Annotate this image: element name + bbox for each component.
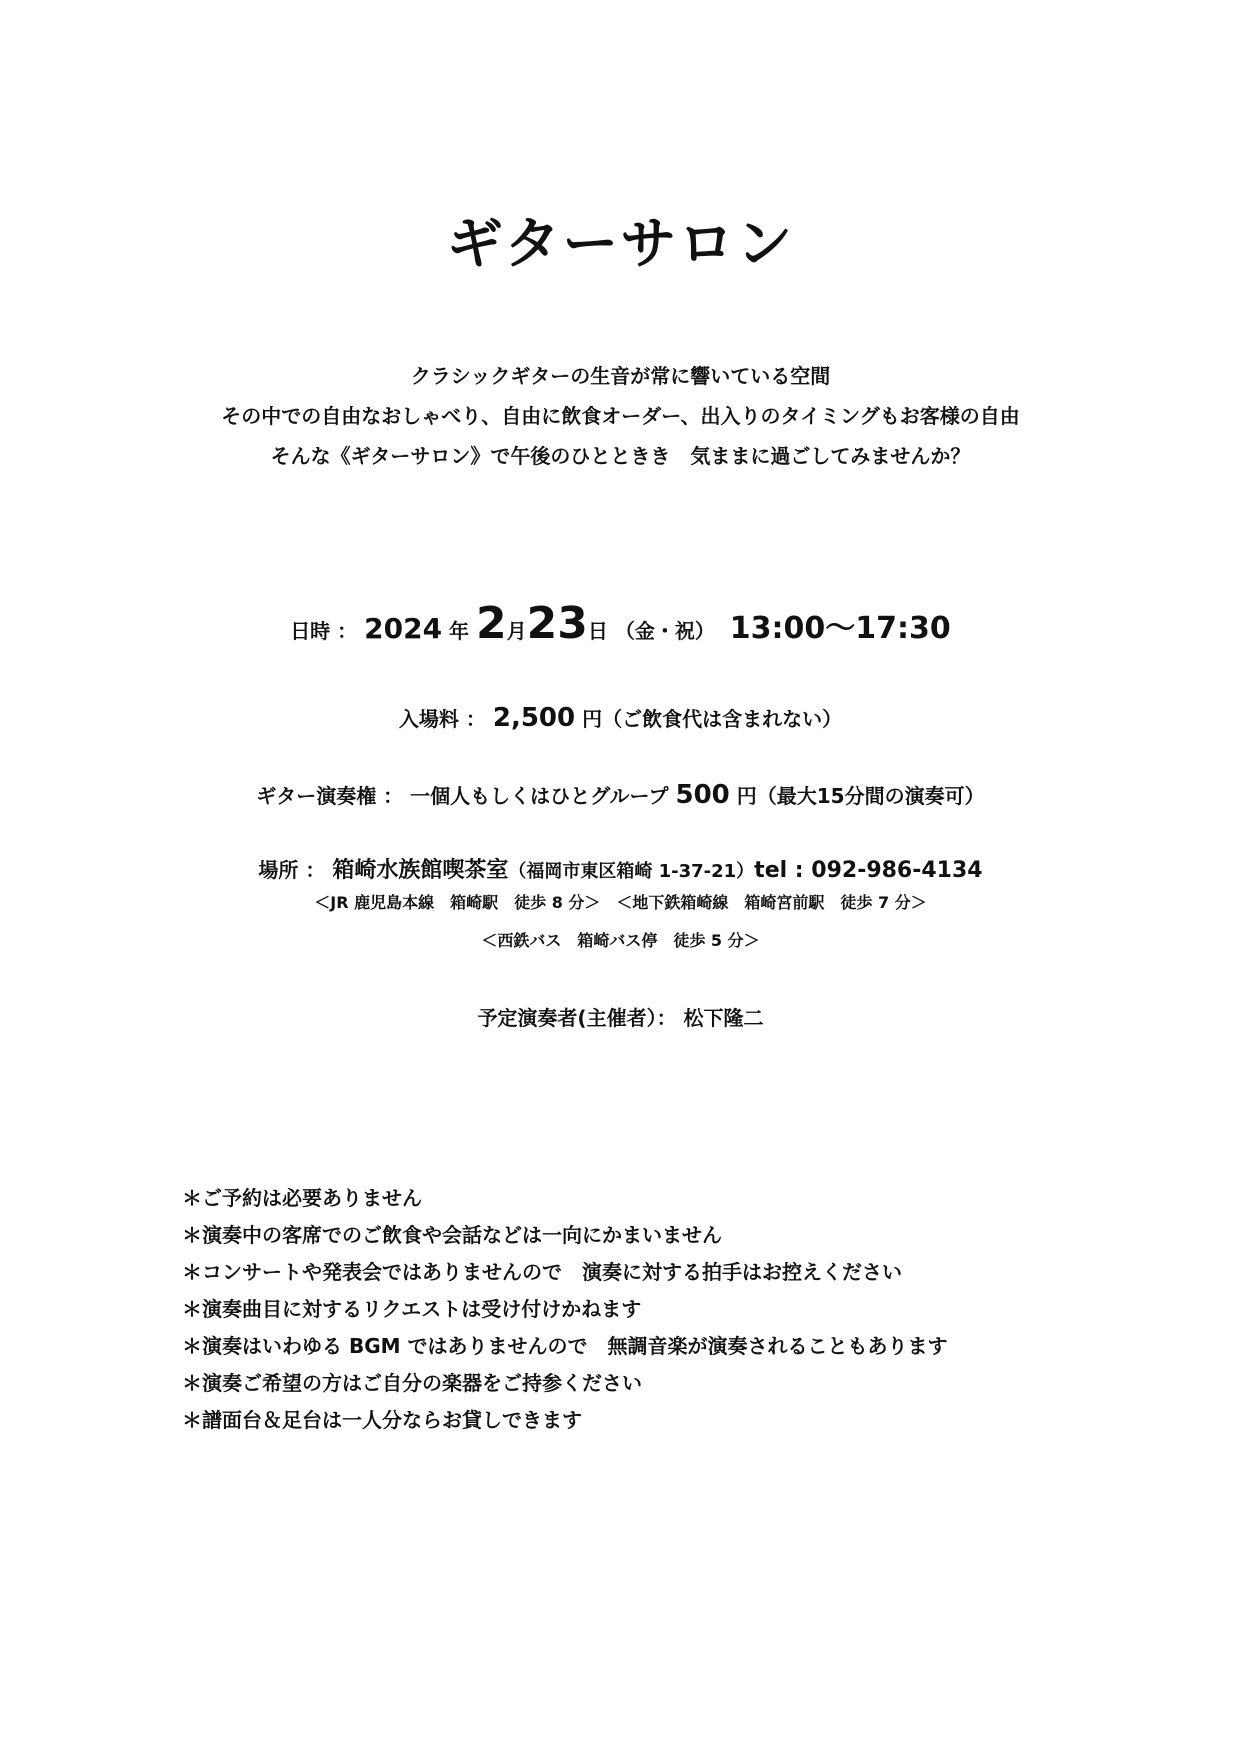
- weekday: （金・祝）: [614, 619, 715, 643]
- month-unit: 月: [506, 619, 527, 643]
- page-title: ギターサロン: [446, 212, 795, 277]
- note-item: ＊ご予約は必要ありません: [182, 1186, 422, 1210]
- access-train: ＜JR 鹿児島本線 箱崎駅 徒歩 8 分＞ ＜地下鉄箱崎線 箱崎宮前駅 徒歩 7 分＞: [314, 893, 927, 912]
- intro-line: クラシックギターの生音が常に響いている空間: [410, 364, 831, 388]
- note-item: ＊譜面台＆足台は一人分ならお貸しできます: [182, 1408, 582, 1432]
- notes-list: [182, 1180, 948, 1439]
- venue-info: [0, 850, 1241, 892]
- performance-unit: 円: [736, 784, 757, 808]
- place-label: 場所 ：: [258, 858, 326, 882]
- note-item: ＊コンサートや発表会ではありませんので 演奏に対する拍手はお控えください: [182, 1260, 902, 1284]
- note-item: ＊演奏曲目に対するリクエストは受け付けかねます: [182, 1297, 642, 1321]
- intro-line: そんな《ギターサロン》で午後のひとときき 気ままに過ごしてみませんか？: [270, 444, 971, 468]
- performance-desc: 一個人もしくはひとグループ: [410, 784, 669, 808]
- intro-text: [0, 356, 1241, 476]
- venue-tel: tel : 092-986-4134: [754, 858, 983, 883]
- performance-label: ギター演奏権 ：: [256, 784, 404, 808]
- admission-fee: [0, 698, 1241, 739]
- venue-name: 箱崎水族館喫茶室: [332, 858, 509, 883]
- performer-info: 予定演奏者(主催者）： 松下隆二: [477, 1006, 764, 1030]
- day-value: 23: [526, 598, 588, 649]
- venue-address: （福岡市東区箱崎 1-37-21）: [508, 861, 755, 882]
- fee-amount: 2,500: [492, 703, 576, 733]
- event-datetime: [0, 594, 1241, 661]
- performance-amount: 500: [675, 780, 730, 810]
- day-unit: 日: [587, 619, 608, 643]
- note-item: ＊演奏中の客席でのご飲食や会話などは一向にかまいません: [182, 1223, 722, 1247]
- note-item: ＊演奏ご希望の方はご自分の楽器をご持参ください: [182, 1371, 642, 1395]
- datetime-label: 日時 ：: [290, 619, 358, 643]
- intro-line: その中での自由なおしゃべり、自由に飲食オーダー、出入りのタイミングもお客様の自由: [221, 404, 1020, 428]
- note-item: ＊演奏はいわゆる BGM ではありませんので 無調音楽が演奏されることもあります: [182, 1334, 948, 1358]
- fee-label: 入場料 ：: [398, 707, 486, 731]
- fee-note: （ご飲食代は含まれない）: [602, 707, 843, 731]
- performance-right: [0, 775, 1241, 816]
- month-value: 2: [476, 598, 507, 649]
- year-unit: 年: [449, 619, 470, 643]
- performance-note: （最大15分間の演奏可）: [756, 784, 985, 808]
- time-range: 13:00～17:30: [729, 611, 951, 646]
- fee-unit: 円: [582, 707, 603, 731]
- year-value: 2024: [364, 612, 443, 645]
- access-bus: ＜西鉄バス 箱崎バス停 徒歩 5 分＞: [481, 931, 760, 950]
